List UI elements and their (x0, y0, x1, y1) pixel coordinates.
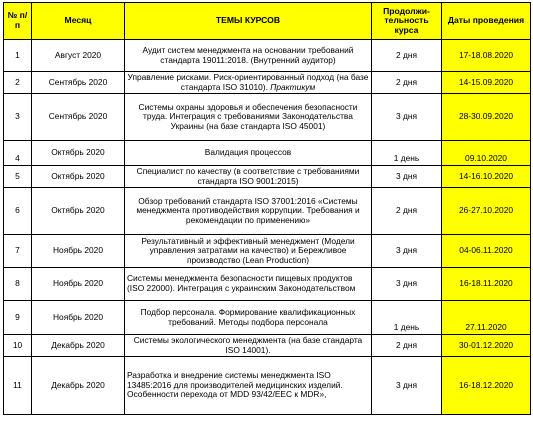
table-row (4, 72, 531, 94)
row-duration: 2 дня (372, 72, 442, 94)
row-dates: 16-18.12.2020 (442, 357, 531, 415)
row-duration: 3 дня (372, 166, 442, 188)
table-row (4, 188, 531, 235)
row-topic: Системы охраны здоровья и обеспечения безопасности труда. Интеграция с требованиями Законодательства Украины (на базе стандарта ISO 45001) (125, 94, 372, 141)
row-month: Декабрь 2020 (32, 357, 125, 415)
table-row (4, 357, 531, 415)
row-dates: 26-27.10.2020 (442, 188, 531, 235)
row-topic: Валидация процессов (125, 141, 372, 166)
table-header-row (4, 3, 531, 40)
row-num: 8 (4, 268, 32, 301)
row-topic-italic: Практикум (270, 81, 316, 92)
table-row (4, 335, 531, 357)
table-row (4, 301, 531, 335)
row-duration: 2 дня (372, 40, 442, 72)
row-dates: 27.11.2020 (442, 301, 531, 335)
row-num: 4 (4, 141, 32, 166)
row-month: Ноябрь 2020 (32, 235, 125, 268)
row-topic: Системы экологического менеджмента (на базе стандарта ISO 14001). (125, 335, 372, 357)
row-month: Август 2020 (32, 40, 125, 72)
header-topic: ТЕМЫ КУРСОВ (125, 3, 372, 40)
row-duration: 3 дня (372, 268, 442, 301)
row-dates: 04-06.11.2020 (442, 235, 531, 268)
row-topic: Результативный и эффективный менеджмент (Модели управления затратами на качество) и Бережливое производство (Lean Production) (125, 235, 372, 268)
table-row (4, 166, 531, 188)
row-dates: 16-18.11.2020 (442, 268, 531, 301)
row-topic-text: Управление рисками. Риск-ориентированный подход (на базе стандарта ISO 31010). (127, 71, 369, 92)
row-month: Октябрь 2020 (32, 188, 125, 235)
row-duration: 3 дня (372, 235, 442, 268)
header-duration: Продолжи-тельность курса (372, 3, 442, 40)
row-num: 10 (4, 335, 32, 357)
row-num: 3 (4, 94, 32, 141)
row-topic: Специалист по качеству (в соответствие с требованиями стандарта ISO 9001:2015) (125, 166, 372, 188)
row-num: 6 (4, 188, 32, 235)
table-row (4, 40, 531, 72)
header-num: № п/п (4, 3, 32, 40)
row-num: 7 (4, 235, 32, 268)
table-row (4, 235, 531, 268)
table-row (4, 141, 531, 166)
row-num: 2 (4, 72, 32, 94)
table-row (4, 268, 531, 301)
row-dates: 17-18.08.2020 (442, 40, 531, 72)
row-duration: 2 дня (372, 335, 442, 357)
row-topic: Разработка и внедрение системы менеджмента ISO 13485:2016 для производителей медицинских изделий. Особенности перехода от MDD 93/42/EEC к MDR», (125, 357, 372, 415)
table-row (4, 94, 531, 141)
row-num: 11 (4, 357, 32, 415)
row-topic: Подбор персонала. Формирование квалификационных требований. Методы подбора персонала (125, 301, 372, 335)
row-dates: 09.10.2020 (442, 141, 531, 166)
row-dates: 14-16.10.2020 (442, 166, 531, 188)
row-dates: 30-01.12.2020 (442, 335, 531, 357)
row-month: Ноябрь 2020 (32, 301, 125, 335)
row-duration: 3 дня (372, 94, 442, 141)
header-month: Месяц (32, 3, 125, 40)
row-topic: Обзор требований стандарта ISO 37001:2016 «Системы менеджмента противодействия коррупции. Требования и рекомендации по применению» (125, 188, 372, 235)
row-topic (125, 72, 372, 94)
row-month: Ноябрь 2020 (32, 268, 125, 301)
row-month: Октябрь 2020 (32, 141, 125, 166)
row-duration: 1 день (372, 141, 442, 166)
row-num: 5 (4, 166, 32, 188)
row-month: Сентябрь 2020 (32, 72, 125, 94)
row-dates: 28-30.09.2020 (442, 94, 531, 141)
row-num: 1 (4, 40, 32, 72)
row-month: Октябрь 2020 (32, 166, 125, 188)
row-num: 9 (4, 301, 32, 335)
row-duration: 1 день (372, 301, 442, 335)
row-topic: Аудит систем менеджмента на основании требований стандарта 19011:2018. (Внутренний аудитор) (125, 40, 372, 72)
row-duration: 3 дня (372, 357, 442, 415)
row-duration: 2 дня (372, 188, 442, 235)
courses-table (3, 2, 531, 415)
header-dates: Даты проведения (442, 3, 531, 40)
row-dates: 14-15.09.2020 (442, 72, 531, 94)
row-topic: Системы менеджмента безопасности пищевых продуктов (ISO 22000). Интеграция с украинским Законодательством (125, 268, 372, 301)
row-month: Декабрь 2020 (32, 335, 125, 357)
row-month: Сентябрь 2020 (32, 94, 125, 141)
